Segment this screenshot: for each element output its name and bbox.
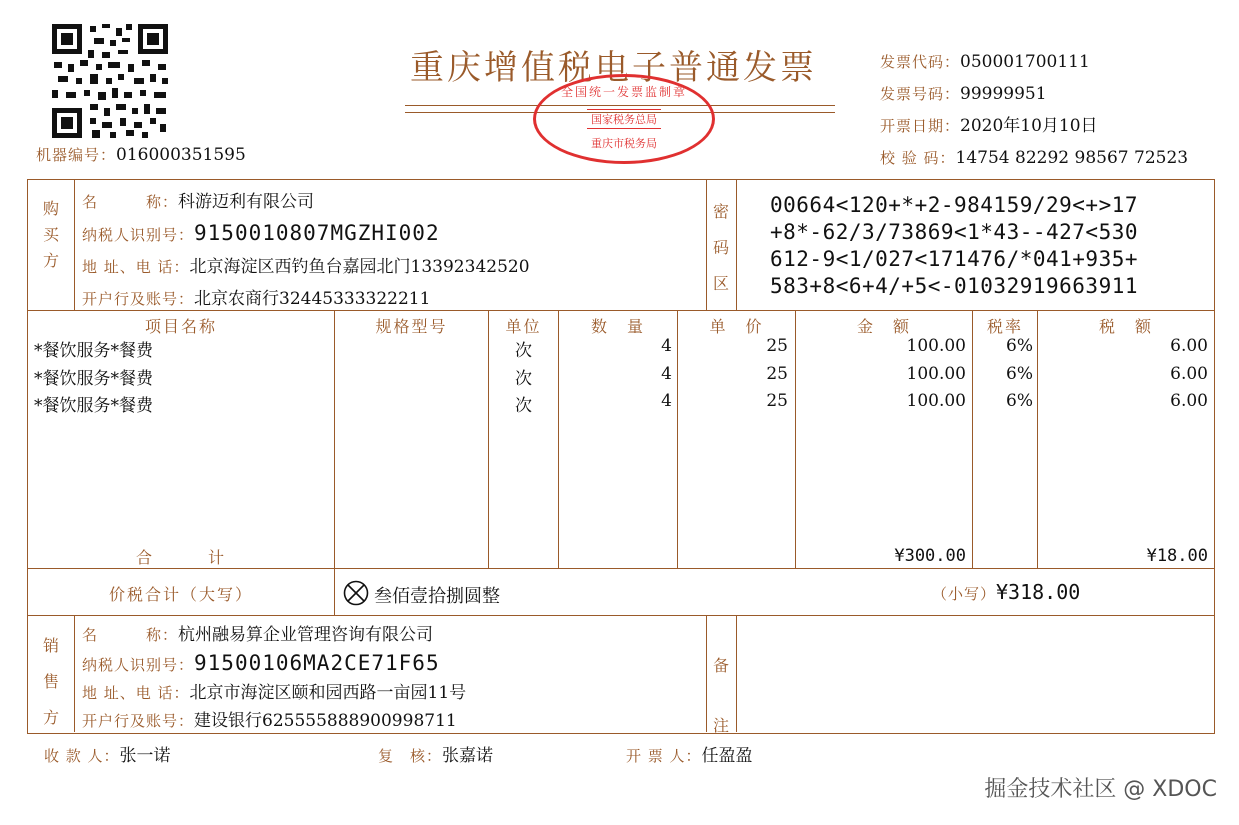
invoice-meta <box>880 46 1188 174</box>
issuer-label: 开 票 人： <box>626 747 702 765</box>
reviewer <box>378 741 493 766</box>
rule-seller-side <box>74 616 75 732</box>
buyer-side-char: 购 <box>42 199 59 218</box>
seller-tax-id: 91500106MA2CE71F65 <box>194 651 440 675</box>
cipher-line: 583+8<6+4/+5<-01032919663911 <box>770 274 1139 298</box>
invoice-date-label: 开票日期： <box>880 117 961 135</box>
remark-side-label <box>699 636 743 756</box>
item-unit: 次 <box>515 396 532 416</box>
seller-side-char: 销 <box>42 636 59 655</box>
item-tax: 6.00 <box>1170 336 1208 356</box>
header-spec: 规格型号 <box>375 317 448 336</box>
table-row <box>0 336 1239 363</box>
item-rate: 6% <box>1006 364 1033 384</box>
invoice-title: 重庆增值税电子普通发票 <box>410 48 817 88</box>
seller-name-label: 名 称： <box>82 626 179 644</box>
buyer-side-char: 买 <box>42 225 59 244</box>
item-amount: 100.00 <box>906 364 966 384</box>
watermark: 掘金技术社区 @ XDOC <box>984 777 1217 802</box>
buyer-tax-id: 9150010807MGZHI002 <box>194 221 440 245</box>
seller-address: 北京市海淀区颐和园西路一亩园11号 <box>189 683 467 703</box>
item-price: 25 <box>766 391 788 411</box>
seller-side-char: 售 <box>42 672 59 691</box>
seller-tax-label: 纳税人识别号： <box>82 656 195 674</box>
item-qty: 4 <box>661 336 672 356</box>
seller-side-label <box>29 628 73 736</box>
invoice-number: 99999951 <box>960 84 1047 104</box>
payee <box>44 741 171 766</box>
sum-label: 价税合计（大写） <box>108 585 253 604</box>
header-tax: 税 额 <box>1098 317 1153 336</box>
buyer-details <box>82 186 530 315</box>
table-row <box>0 364 1239 391</box>
item-qty: 4 <box>661 364 672 384</box>
item-tax: 6.00 <box>1170 364 1208 384</box>
buyer-side-label <box>29 196 73 274</box>
seller-details <box>82 621 466 735</box>
invoice-code: 050001700111 <box>960 52 1090 72</box>
tax-bureau-seal <box>533 74 715 164</box>
seal-middle-text: 国家税务总局 <box>587 109 661 129</box>
payee-name: 张一诺 <box>119 746 171 766</box>
sum-upper: 叁佰壹拾捌圆整 <box>374 586 500 607</box>
header-amount: 金 额 <box>856 317 911 336</box>
rule-items-bottom <box>28 568 1214 569</box>
buyer-address: 北京海淀区西钓鱼台嘉园北门13392342520 <box>189 257 530 277</box>
invoice-code-label: 发票代码： <box>880 53 961 71</box>
cipher-side-char: 密 <box>712 202 729 221</box>
cipher-line: 612-9<1/027<171476/*041+935+ <box>770 247 1139 271</box>
machine-number <box>36 144 246 165</box>
item-unit: 次 <box>515 369 532 389</box>
header-rate: 税率 <box>986 317 1023 336</box>
remark-side-char: 注 <box>712 716 729 735</box>
cipher-side-label <box>699 194 743 302</box>
item-price: 25 <box>766 336 788 356</box>
sum-lower <box>932 580 1080 604</box>
buyer-tax-label: 纳税人识别号： <box>82 226 195 244</box>
item-name: *餐饮服务*餐费 <box>34 341 153 361</box>
check-code-label: 校 验 码： <box>880 149 956 167</box>
cipher-line: +8*-62/3/73869<1*43--427<530 <box>770 220 1139 244</box>
buyer-name: 科游迈利有限公司 <box>178 192 315 212</box>
buyer-side-char: 方 <box>42 251 59 270</box>
table-row <box>0 391 1239 418</box>
remark-side-char: 备 <box>712 656 729 675</box>
seller-bank: 建设银行6255558889009987​11 <box>194 711 457 731</box>
item-price: 25 <box>766 364 788 384</box>
seal-top-text: 全国统一发票监制章 <box>560 85 688 99</box>
seller-side-char: 方 <box>42 708 59 727</box>
item-amount: 100.00 <box>906 391 966 411</box>
invoice-number-label: 发票号码： <box>880 85 961 103</box>
sum-lower-value: ¥318.00 <box>996 580 1081 604</box>
qr-code-icon <box>50 22 170 140</box>
issuer-name: 任盈盈 <box>701 746 753 766</box>
seller-bank-label: 开户行及账号： <box>82 712 195 730</box>
item-rate: 6% <box>1006 391 1033 411</box>
cipher-side-char: 码 <box>712 238 729 257</box>
item-name: *餐饮服务*餐费 <box>34 396 153 416</box>
header-price: 单 价 <box>709 317 764 336</box>
invoice-date: 2020年10月10日 <box>960 116 1098 136</box>
cipher-side-char: 区 <box>712 274 729 293</box>
buyer-bank: 北京农商行32445333322211 <box>194 289 431 309</box>
item-rate: 6% <box>1006 336 1033 356</box>
item-qty: 4 <box>661 391 672 411</box>
total-amount: ¥300.00 <box>894 546 966 566</box>
seal-bottom-text: 重庆市税务局 <box>591 137 657 150</box>
total-tax: ¥18.00 <box>1146 546 1208 566</box>
rule-sum-bottom <box>28 615 1214 616</box>
issuer <box>626 741 753 766</box>
cipher-line: 00664<120+*+2-984159/29<+>17 <box>770 193 1139 217</box>
reviewer-label: 复 核： <box>378 747 443 765</box>
buyer-bank-label: 开户行及账号： <box>82 290 195 308</box>
item-tax: 6.00 <box>1170 391 1208 411</box>
sum-lower-label: （小写） <box>932 585 997 603</box>
header-qty: 数 量 <box>590 317 645 336</box>
machine-number-value: 016000351595 <box>116 145 246 165</box>
total-label: 合 计 <box>135 548 226 567</box>
seller-name: 杭州融易算企业管理咨询有限公司 <box>178 625 434 645</box>
reviewer-name: 张嘉诺 <box>442 746 494 766</box>
cross-circle-icon <box>343 580 369 606</box>
header-unit: 单位 <box>505 317 542 336</box>
rule-buyer-side <box>74 180 75 310</box>
machine-number-label: 机器编号： <box>36 146 117 164</box>
buyer-addr-label: 地 址、电 话： <box>82 258 190 276</box>
cipher-text <box>770 192 1138 300</box>
item-name: *餐饮服务*餐费 <box>34 369 153 389</box>
seller-addr-label: 地 址、电 话： <box>82 684 190 702</box>
item-unit: 次 <box>515 341 532 361</box>
item-amount: 100.00 <box>906 336 966 356</box>
check-code: 14754 82292 98567 72523 <box>955 148 1189 168</box>
buyer-name-label: 名 称： <box>82 193 179 211</box>
payee-label: 收 款 人： <box>44 747 120 765</box>
header-item-name: 项目名称 <box>144 317 217 336</box>
